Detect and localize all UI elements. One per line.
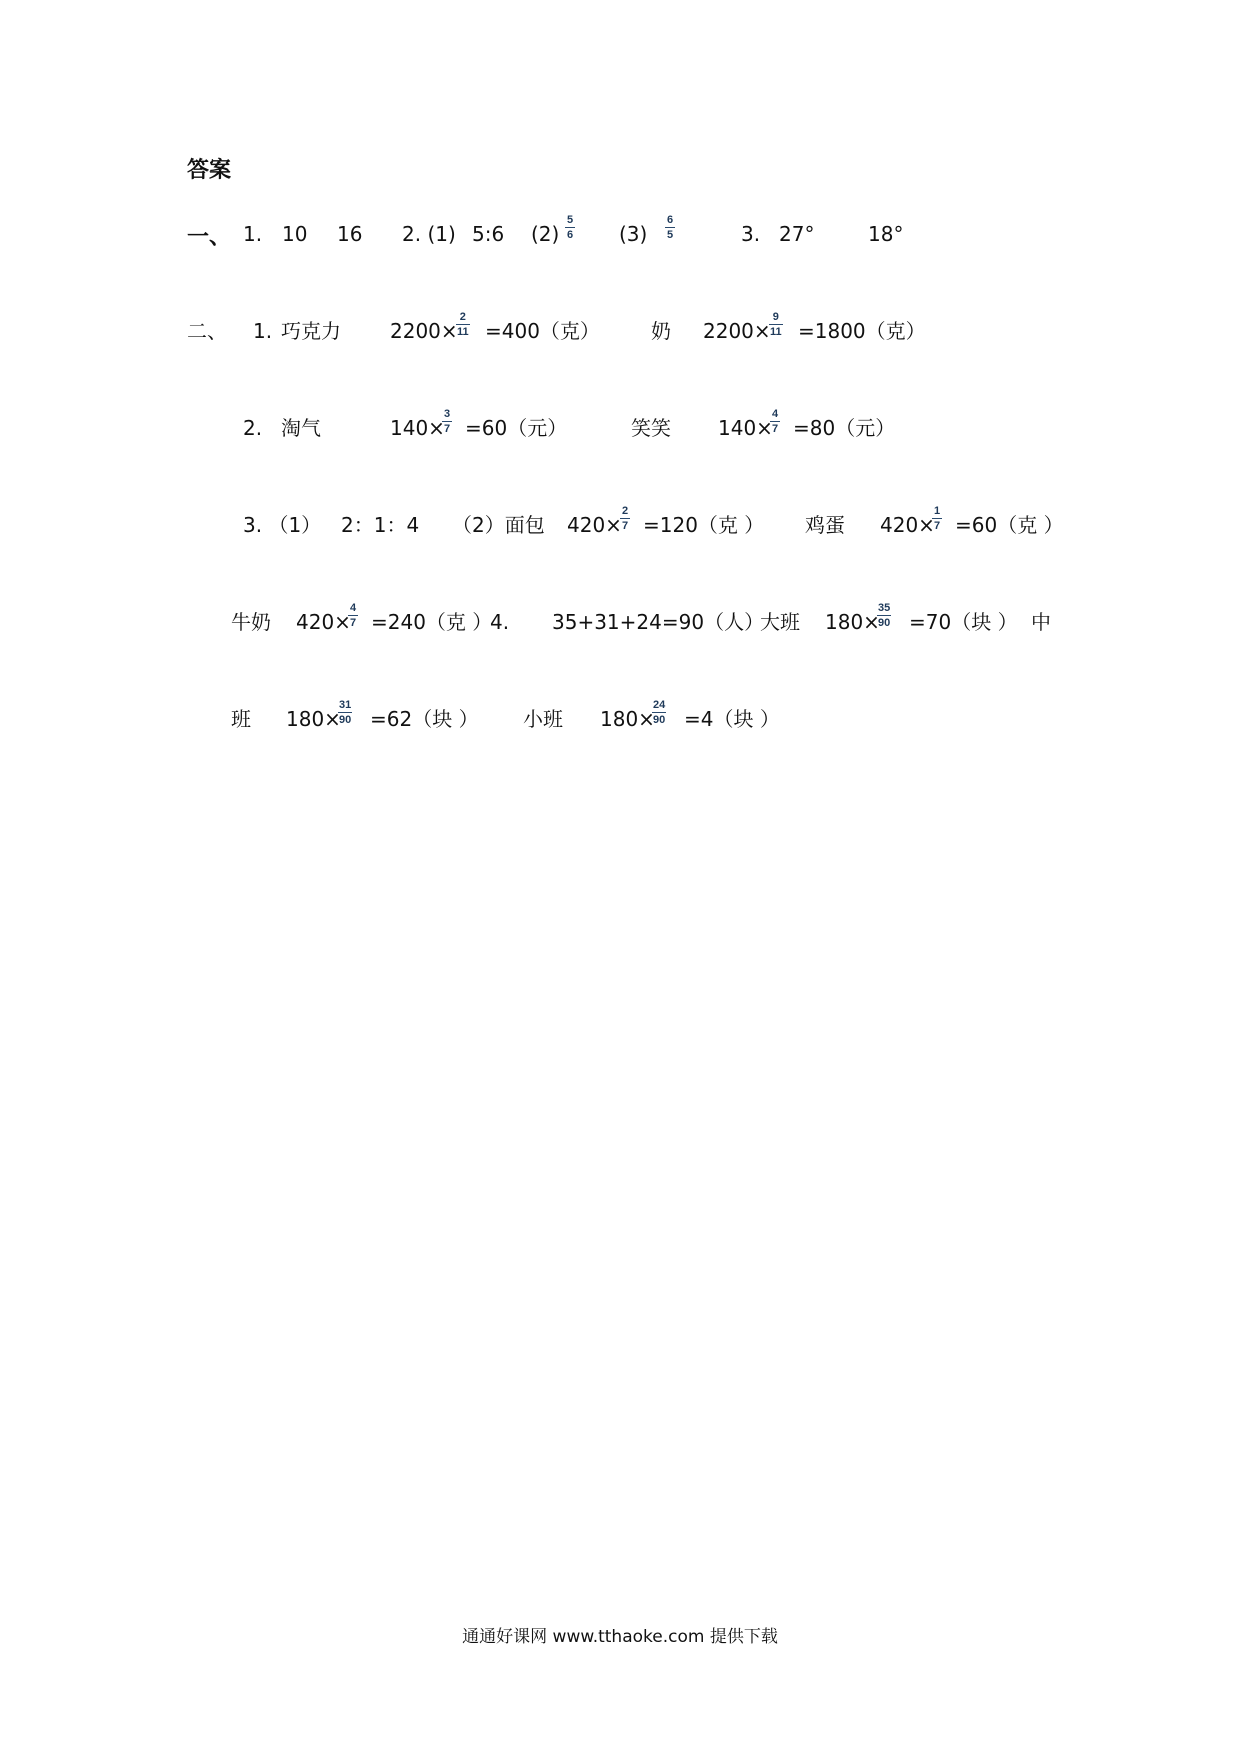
q2-2-fraction: [565, 214, 575, 241]
fraction-numerator: 4: [771, 408, 779, 420]
p1-item2-fraction: [769, 311, 783, 338]
fraction-denominator: 11: [770, 326, 782, 338]
fraction-bar: [348, 615, 358, 616]
section-1-marker: 一、: [187, 225, 232, 250]
fraction-denominator: 7: [349, 617, 357, 629]
fraction-numerator: 4: [349, 602, 357, 614]
section-2-marker: 二、: [187, 319, 227, 343]
q2-3-fraction: [665, 214, 675, 241]
p2-item2-fraction: [770, 408, 780, 435]
fraction-bar: [877, 615, 891, 616]
q1-answer-a: 10: [282, 222, 308, 246]
fraction-numerator: 24: [653, 699, 666, 711]
p4-big-label: 大班: [760, 610, 800, 634]
p1-item2-result: =1800（克）: [798, 319, 926, 343]
p4-small-expression: 180×: [600, 707, 655, 731]
fraction-bar: [652, 712, 666, 713]
p3-milk-result: =240（克 ）: [371, 610, 493, 634]
q3-answer-a: 27°: [779, 222, 815, 246]
p3-egg-label: 鸡蛋: [805, 513, 845, 537]
p3-milk-label: 牛奶: [231, 610, 271, 634]
fraction-denominator: 90: [878, 617, 891, 629]
p3-bread-expression: 420×: [567, 513, 622, 537]
p2-item1-fraction: [442, 408, 452, 435]
fraction-bar: [665, 227, 675, 228]
p3-egg-expression: 420×: [880, 513, 935, 537]
p3-egg-result: =60（克 ）: [955, 513, 1064, 537]
p2-item2-result: =80（元）: [793, 416, 896, 440]
p3-sub2-bread-label: （2）面包: [452, 513, 545, 537]
fraction-bar: [932, 518, 942, 519]
footer-text: 通通好课网 www.tthaoke.com 提供下载: [462, 1627, 778, 1647]
fraction-numerator: 35: [878, 602, 891, 614]
p4-mid-result: =62（块 ）: [370, 707, 479, 731]
p4-mid-label-part1: 中: [1031, 610, 1051, 634]
fraction-numerator: 6: [666, 214, 674, 226]
fraction-numerator: 2: [621, 505, 629, 517]
fraction-denominator: 11: [457, 326, 469, 338]
p4-small-label: 小班: [523, 707, 563, 731]
q2-2-label: (2): [531, 222, 560, 246]
p2-item1-label: 淘气: [281, 416, 321, 440]
fraction-denominator: 90: [339, 714, 352, 726]
q1-number: 1.: [243, 222, 263, 246]
fraction-bar: [620, 518, 630, 519]
p2-item1-result: =60（元）: [465, 416, 568, 440]
p4-big-expression: 180×: [825, 610, 880, 634]
p2-number: 2.: [243, 416, 263, 440]
p4-mid-expression: 180×: [286, 707, 341, 731]
p4-big-fraction: [877, 602, 891, 629]
fraction-bar: [770, 421, 780, 422]
q1-answer-b: 16: [337, 222, 363, 246]
p4-number: 4.: [490, 610, 510, 634]
p4-big-result: =70（块 ）: [909, 610, 1018, 634]
p1-item1-fraction: [456, 311, 470, 338]
fraction-numerator: 2: [459, 311, 466, 323]
fraction-numerator: 9: [772, 311, 779, 323]
p3-milk-fraction: [348, 602, 358, 629]
q2-3-label: (3): [619, 222, 648, 246]
fraction-numerator: 1: [933, 505, 941, 517]
p4-sum: 35+31+24=90（人）: [552, 610, 765, 634]
fraction-denominator: 7: [443, 423, 451, 435]
p3-ratio: 2：1：4: [341, 513, 420, 537]
fraction-bar: [769, 324, 783, 325]
fraction-denominator: 90: [653, 714, 666, 726]
p4-mid-fraction: [338, 699, 352, 726]
p3-egg-fraction: [932, 505, 942, 532]
q2-1-answer: 5:6: [472, 222, 505, 246]
p1-item2-expression: 2200×: [703, 319, 771, 343]
p4-small-result: =4（块 ）: [684, 707, 780, 731]
page-title: 答案: [187, 158, 232, 183]
q3-number: 3.: [741, 222, 761, 246]
p1-item1-expression: 2200×: [390, 319, 458, 343]
fraction-bar: [442, 421, 452, 422]
fraction-bar: [456, 324, 470, 325]
fraction-denominator: 7: [621, 520, 629, 532]
p3-bread-result: =120（克 ）: [643, 513, 765, 537]
p4-mid-label-part2: 班: [231, 707, 251, 731]
fraction-denominator: 7: [771, 423, 779, 435]
fraction-denominator: 5: [666, 229, 674, 241]
p2-item2-label: 笑笑: [631, 416, 671, 440]
p1-item1-label: 巧克力: [281, 319, 341, 343]
fraction-numerator: 5: [566, 214, 574, 226]
p3-number: 3. （1）: [243, 513, 322, 537]
p3-bread-fraction: [620, 505, 630, 532]
fraction-numerator: 3: [443, 408, 451, 420]
p1-item2-label: 奶: [651, 319, 671, 343]
p3-milk-expression: 420×: [296, 610, 351, 634]
p4-small-fraction: [652, 699, 666, 726]
fraction-denominator: 7: [933, 520, 941, 532]
p2-item1-expression: 140×: [390, 416, 445, 440]
q3-answer-b: 18°: [868, 222, 904, 246]
fraction-denominator: 6: [566, 229, 574, 241]
fraction-bar: [338, 712, 352, 713]
fraction-bar: [565, 227, 575, 228]
p1-item1-result: =400（克）: [485, 319, 600, 343]
p2-item2-expression: 140×: [718, 416, 773, 440]
p1-number: 1.: [253, 319, 273, 343]
fraction-numerator: 31: [339, 699, 352, 711]
q2-number: 2. (1): [402, 222, 456, 246]
